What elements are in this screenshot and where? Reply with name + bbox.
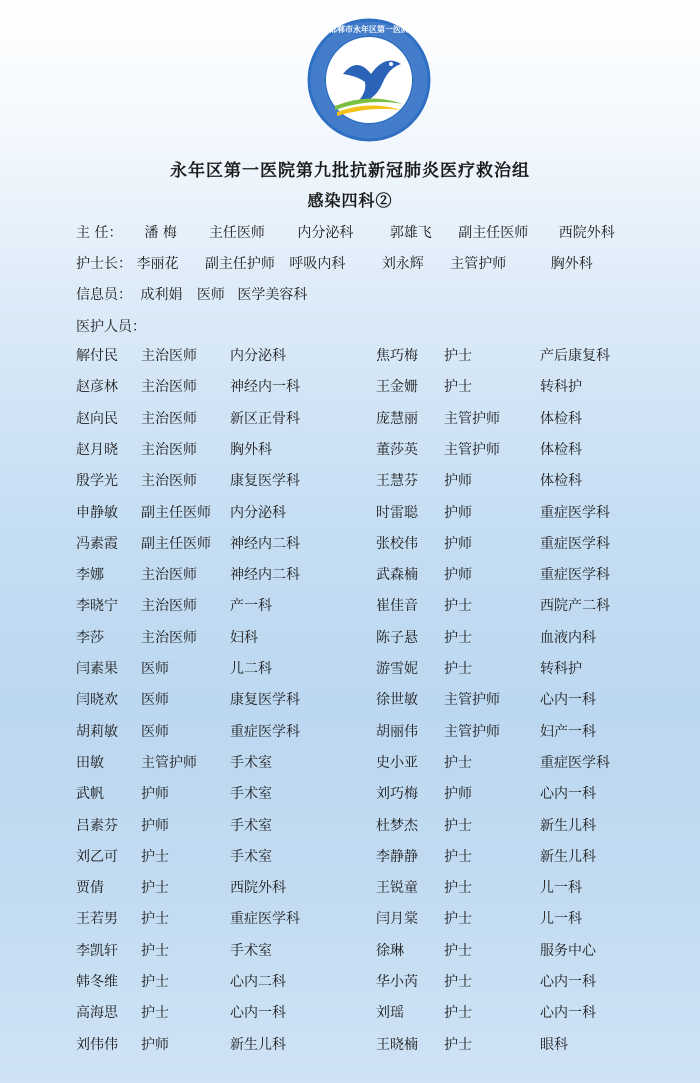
- staff-dept-left: 神经内二科: [230, 535, 300, 552]
- staff-title-left: 护士: [141, 880, 169, 897]
- staff-name-right: 王晓楠: [376, 1036, 418, 1053]
- staff-name-left: 王若男: [76, 911, 118, 928]
- staff-dept-right: 眼科: [540, 1036, 568, 1053]
- info-officer-label: 信息员：: [76, 287, 132, 303]
- staff-title-left: 护士: [141, 942, 169, 959]
- staff-row: [0, 627, 700, 649]
- staff-title-right: 护士: [444, 974, 472, 990]
- staff-dept-left: 新区正骨科: [230, 410, 300, 427]
- staff-name-left: 李娜: [76, 567, 104, 584]
- staff-dept-left: 胸外科: [230, 441, 272, 458]
- staff-name-left: 田敏: [76, 754, 104, 771]
- staff-row: [0, 783, 700, 805]
- staff-title-left: 副主任医师: [141, 535, 211, 552]
- staff-title-left: 医师: [141, 692, 169, 709]
- staff-row: [0, 470, 700, 492]
- page-subtitle: 感染四科②: [307, 191, 393, 210]
- staff-dept-right: 心内一科: [540, 1005, 596, 1022]
- director-line: [76, 222, 615, 242]
- staff-name-left: 李晓宁: [76, 598, 118, 615]
- hospital-logo-emblem: [305, 16, 433, 144]
- staff-name-left: 高海思: [76, 1005, 118, 1022]
- staff-name-left: 李凯轩: [76, 942, 118, 959]
- staff-title-left: 护士: [141, 911, 169, 928]
- staff-name-left: 韩冬维: [76, 974, 118, 990]
- staff-name-right: 华小芮: [376, 974, 418, 990]
- staff-title-left: 医师: [141, 723, 169, 740]
- staff-title-right: 主管护师: [444, 410, 500, 427]
- staff-name-left: 殷学光: [76, 473, 118, 490]
- staff-dept-left: 手术室: [230, 848, 272, 865]
- staff-dept-right: 西院产二科: [540, 598, 610, 615]
- staff-name-right: 胡丽伟: [376, 723, 418, 740]
- staff-name-right: 史小亚: [376, 754, 418, 771]
- staff-dept-left: 康复医学科: [230, 692, 300, 709]
- staff-title-right: 护师: [444, 535, 472, 552]
- staff-name-right: 焦巧梅: [376, 348, 418, 364]
- staff-dept-right: 体检科: [540, 473, 582, 490]
- staff-name-left: 武帆: [76, 786, 104, 803]
- staff-dept-right: 妇产一科: [540, 723, 596, 740]
- head-nurse-name-1: 李丽花: [136, 256, 179, 272]
- staff-title-right: 护师: [444, 504, 472, 521]
- staff-name-right: 武森楠: [376, 567, 418, 584]
- director-title-1: 主任医师: [208, 225, 265, 241]
- staff-row: [0, 971, 700, 993]
- staff-title-right: 护士: [444, 880, 472, 897]
- staff-dept-right: 产后康复科: [540, 348, 610, 364]
- staff-name-left: 赵彦林: [76, 379, 118, 396]
- staff-title-left: 主管护师: [141, 754, 197, 771]
- staff-dept-left: 心内一科: [230, 1005, 286, 1022]
- staff-name-right: 游雪妮: [376, 661, 418, 677]
- staff-title-left: 护师: [141, 817, 169, 834]
- staff-row: [0, 408, 700, 430]
- staff-dept-left: 神经内一科: [230, 379, 300, 396]
- staff-title-left: 主治医师: [141, 473, 197, 490]
- staff-row: [0, 846, 700, 868]
- staff-title-left: 主治医师: [141, 410, 197, 427]
- staff-dept-right: 重症医学科: [540, 567, 610, 584]
- staff-name-right: 徐世敏: [376, 692, 418, 709]
- head-nurse-dept-2: 胸外科: [550, 256, 593, 272]
- staff-name-right: 刘巧梅: [376, 786, 418, 803]
- staff-title-right: 护士: [444, 754, 472, 771]
- staff-dept-left: 手术室: [230, 786, 272, 803]
- staff-name-right: 陈子悬: [376, 629, 418, 646]
- staff-title-right: 护士: [444, 1036, 472, 1053]
- staff-title-right: 护士: [444, 379, 472, 396]
- staff-row: [0, 815, 700, 837]
- staff-dept-right: 体检科: [540, 410, 582, 427]
- staff-title-left: 护士: [141, 1005, 169, 1022]
- staff-dept-right: 转科护: [540, 661, 582, 677]
- page-title: 永年区第一医院第九批抗新冠肺炎医疗救治组: [170, 161, 530, 181]
- director-title-2: 副主任医师: [458, 225, 529, 241]
- staff-dept-left: 新生儿科: [230, 1036, 286, 1053]
- staff-name-right: 张校伟: [376, 535, 418, 552]
- staff-name-right: 王慧芬: [376, 473, 418, 490]
- staff-dept-left: 康复医学科: [230, 473, 300, 490]
- staff-title-left: 主治医师: [141, 567, 197, 584]
- staff-name-left: 刘伟伟: [76, 1036, 118, 1053]
- staff-title-right: 护士: [444, 1005, 472, 1022]
- staff-name-left: 刘乙可: [76, 848, 118, 865]
- director-dept-1: 内分泌科: [297, 225, 354, 241]
- staff-title-right: 护师: [444, 567, 472, 584]
- staff-name-right: 庞慧丽: [376, 410, 418, 427]
- director-name-1: 潘 梅: [144, 225, 177, 241]
- staff-name-left: 冯素霞: [76, 535, 118, 552]
- staff-row: [0, 689, 700, 711]
- staff-title-left: 护士: [141, 848, 169, 865]
- staff-title-right: 护士: [444, 817, 472, 834]
- staff-dept-right: 新生儿科: [540, 817, 596, 834]
- staff-row: [0, 1002, 700, 1024]
- staff-title-right: 护士: [444, 942, 472, 959]
- staff-name-right: 王金姗: [376, 379, 418, 396]
- staff-row: [0, 877, 700, 899]
- staff-dept-right: 血液内科: [540, 629, 596, 646]
- staff-name-right: 董莎英: [376, 441, 418, 458]
- staff-title-right: 护师: [444, 786, 472, 803]
- staff-name-left: 胡莉敏: [76, 723, 118, 740]
- staff-name-left: 李莎: [76, 629, 104, 646]
- staff-title-right: 护士: [444, 598, 472, 615]
- info-officer-name: 成利娟: [140, 287, 183, 303]
- staff-dept-left: 内分泌科: [230, 504, 286, 521]
- director-dept-2: 西院外科: [558, 225, 615, 241]
- staff-name-left: 赵月晓: [76, 441, 118, 458]
- staff-title-left: 护士: [141, 974, 169, 990]
- staff-title-right: 护士: [444, 911, 472, 928]
- head-nurse-title-1: 副主任护师: [204, 256, 275, 272]
- staff-name-left: 闫晓欢: [76, 692, 118, 709]
- staff-name-left: 吕素芬: [76, 817, 118, 834]
- staff-dept-right: 重症医学科: [540, 504, 610, 521]
- staff-dept-left: 手术室: [230, 942, 272, 959]
- staff-dept-right: 转科护: [540, 379, 582, 396]
- head-nurse-line: [76, 253, 593, 273]
- staff-dept-right: 心内一科: [540, 692, 596, 709]
- staff-row: [0, 595, 700, 617]
- staff-title-right: 护师: [444, 473, 472, 490]
- head-nurse-name-2: 刘永辉: [381, 256, 424, 272]
- staff-title-left: 主治医师: [141, 629, 197, 646]
- head-nurse-dept-1: 呼吸内科: [289, 256, 346, 272]
- staff-title-left: 医师: [141, 661, 169, 677]
- staff-title-left: 主治医师: [141, 379, 197, 396]
- staff-name-right: 崔佳音: [376, 598, 418, 615]
- staff-title-left: 主治医师: [141, 598, 197, 615]
- staff-row: [0, 658, 700, 680]
- staff-dept-left: 手术室: [230, 754, 272, 771]
- info-officer-title: 医师: [196, 287, 225, 303]
- staff-title-left: 副主任医师: [141, 504, 211, 521]
- staff-dept-left: 儿二科: [230, 661, 272, 677]
- staff-title-left: 主治医师: [141, 441, 197, 458]
- staff-row: [0, 752, 700, 774]
- head-nurse-title-2: 主管护师: [450, 256, 507, 272]
- staff-row: [0, 940, 700, 962]
- staff-title-right: 主管护师: [444, 723, 500, 740]
- staff-title-right: 护士: [444, 348, 472, 364]
- staff-row: [0, 533, 700, 555]
- director-name-2: 郭雄飞: [389, 225, 432, 241]
- staff-dept-right: 心内一科: [540, 974, 596, 990]
- staff-dept-left: 重症医学科: [230, 911, 300, 928]
- staff-dept-right: 重症医学科: [540, 754, 610, 771]
- hospital-logo: [305, 16, 433, 144]
- staff-name-right: 时雷聪: [376, 504, 418, 521]
- staff-dept-left: 重症医学科: [230, 723, 300, 740]
- staff-title-right: 护士: [444, 848, 472, 865]
- staff-dept-right: 新生儿科: [540, 848, 596, 865]
- staff-row: [0, 345, 700, 367]
- staff-title-left: 主治医师: [141, 348, 197, 364]
- director-label: 主 任：: [76, 225, 123, 241]
- staff-title-right: 护士: [444, 661, 472, 677]
- staff-name-right: 王锐童: [376, 880, 418, 897]
- logo-ring-text: 邯郸市永年区第一医院: [329, 24, 409, 34]
- staff-dept-left: 心内二科: [230, 974, 286, 990]
- staff-name-right: 杜梦杰: [376, 817, 418, 834]
- staff-row: [0, 908, 700, 930]
- staff-name-left: 申静敏: [76, 504, 118, 521]
- staff-dept-left: 手术室: [230, 817, 272, 834]
- staff-dept-right: 儿一科: [540, 880, 582, 897]
- staff-row: [0, 1034, 700, 1056]
- staff-title-right: 护士: [444, 629, 472, 646]
- staff-title-right: 主管护师: [444, 692, 500, 709]
- info-officer-dept: 医学美容科: [237, 287, 308, 303]
- staff-name-left: 赵向民: [76, 410, 118, 427]
- staff-name-left: 闫素果: [76, 661, 118, 677]
- staff-dept-left: 妇科: [230, 629, 258, 646]
- staff-row: [0, 376, 700, 398]
- staff-name-left: 解付民: [76, 348, 118, 364]
- staff-dept-right: 心内一科: [540, 786, 596, 803]
- staff-dept-right: 体检科: [540, 441, 582, 458]
- staff-title-left: 护师: [141, 1036, 169, 1053]
- staff-row: [0, 721, 700, 743]
- staff-dept-right: 服务中心: [540, 942, 596, 959]
- staff-dept-right: 儿一科: [540, 911, 582, 928]
- staff-name-right: 闫月棠: [376, 911, 418, 928]
- staff-name-right: 刘瑶: [376, 1005, 404, 1022]
- staff-name-right: 徐琳: [376, 942, 404, 959]
- staff-dept-left: 产一科: [230, 598, 272, 615]
- head-nurse-label: 护士长：: [76, 256, 132, 272]
- info-officer-line: [76, 284, 307, 304]
- staff-label: 医护人员：: [76, 319, 146, 335]
- staff-title-right: 主管护师: [444, 441, 500, 458]
- staff-row: [0, 502, 700, 524]
- staff-row: [0, 439, 700, 461]
- staff-row: [0, 564, 700, 586]
- staff-dept-left: 内分泌科: [230, 348, 286, 364]
- staff-name-left: 贾倩: [76, 880, 104, 897]
- staff-title-left: 护师: [141, 786, 169, 803]
- staff-dept-right: 重症医学科: [540, 535, 610, 552]
- staff-dept-left: 神经内二科: [230, 567, 300, 584]
- staff-name-right: 李静静: [376, 848, 418, 865]
- staff-dept-left: 西院外科: [230, 880, 286, 897]
